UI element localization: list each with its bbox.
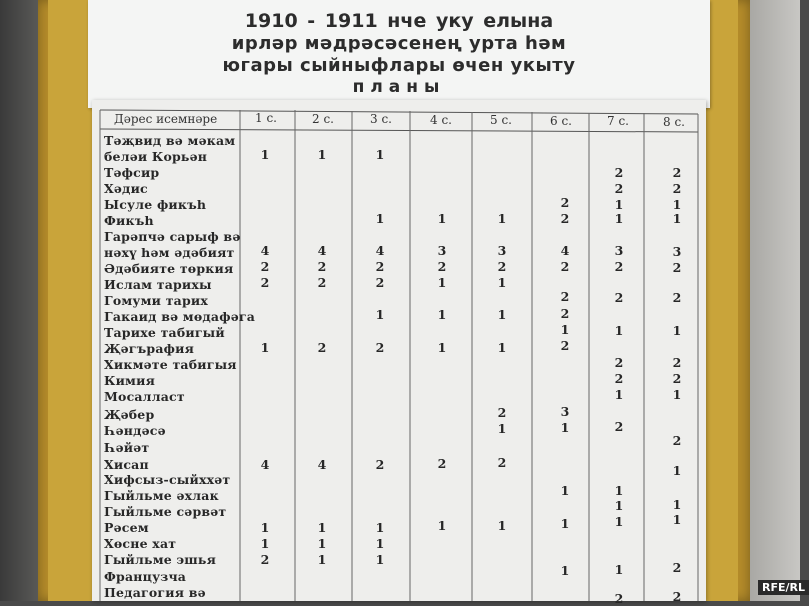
row-subject: Ысуле фикъһ xyxy=(104,197,207,212)
cell-value: 2 xyxy=(260,552,270,567)
cell-value: 2 xyxy=(317,275,327,290)
cell-value: 1 xyxy=(375,552,385,567)
row-subject: Җәгърафия xyxy=(104,341,195,356)
header-class-5: 5 с. xyxy=(490,113,512,127)
cell-value: 1 xyxy=(437,518,447,533)
cell-value: 1 xyxy=(672,323,682,338)
cell-value: 2 xyxy=(672,290,682,305)
wall-right xyxy=(750,0,800,601)
cell-value: 2 xyxy=(260,259,270,274)
cell-value: 1 xyxy=(375,536,385,551)
cell-value: 1 xyxy=(560,516,570,531)
cell-value: 2 xyxy=(614,165,624,180)
cell-value: 4 xyxy=(375,243,385,258)
row-subject: Ислам тарихы xyxy=(104,277,212,292)
cell-value: 2 xyxy=(260,275,270,290)
row-subject: Хөсне хат xyxy=(104,536,177,551)
cell-value: 3 xyxy=(497,243,507,258)
row-subject: Һәйәт xyxy=(104,440,150,455)
cell-value: 1 xyxy=(317,520,327,535)
row-subject: Гыйльме әхлак xyxy=(104,488,219,503)
watermark: RFE/RL xyxy=(758,580,809,595)
cell-value: 1 xyxy=(260,340,270,355)
row-subject: Җәбер xyxy=(104,407,155,422)
cell-value: 1 xyxy=(614,498,624,513)
cell-value: 1 xyxy=(614,323,624,338)
cell-value: 1 xyxy=(497,421,507,436)
cell-value: 2 xyxy=(560,289,570,304)
cell-value: 3 xyxy=(614,243,624,258)
cell-value: 2 xyxy=(375,259,385,274)
title-line-2: ирләр мәдрәсәсенең урта һәм xyxy=(231,33,567,54)
cell-value: 2 xyxy=(560,211,570,226)
cell-value: 2 xyxy=(672,560,682,575)
cell-value: 2 xyxy=(497,259,507,274)
cell-value: 1 xyxy=(497,307,507,322)
row-subject: Гарәпчә сарыф вә xyxy=(104,229,241,244)
cell-value: 1 xyxy=(375,307,385,322)
cell-value: 2 xyxy=(614,355,624,370)
cell-value: 1 xyxy=(614,562,624,577)
header-subject: Дәрес исемнәре xyxy=(114,112,218,126)
cell-value: 2 xyxy=(375,457,385,472)
cell-value: 2 xyxy=(317,340,327,355)
cell-value: 2 xyxy=(672,165,682,180)
cell-value: 2 xyxy=(672,260,682,275)
cell-value: 1 xyxy=(260,536,270,551)
row-subject: Кимия xyxy=(104,373,156,388)
cell-value: 1 xyxy=(437,307,447,322)
row-subject: Тарихе табигый xyxy=(104,325,225,340)
row-subject: Тәҗвид вә мәкам xyxy=(104,133,236,148)
cell-value: 1 xyxy=(614,514,624,529)
row-subject: Һәндәсә xyxy=(104,423,166,438)
row-subject: Рәсем xyxy=(104,520,149,535)
cell-value: 1 xyxy=(375,520,385,535)
cell-value: 3 xyxy=(672,244,682,259)
cell-value: 1 xyxy=(375,211,385,226)
cell-value: 1 xyxy=(614,211,624,226)
row-subject: Хифсыз-сыйххәт xyxy=(104,472,231,487)
cell-value: 2 xyxy=(560,195,570,210)
wall-left xyxy=(0,0,40,601)
row-subject: Әдәбияте төркия xyxy=(104,261,234,276)
header-class-1: 1 с. xyxy=(255,111,277,125)
row-subject: Французча xyxy=(104,569,187,584)
row-subject: Гыйльме сәрвәт xyxy=(104,504,227,519)
title-line-4: планы xyxy=(352,77,446,97)
cell-value: 1 xyxy=(317,536,327,551)
cell-value: 4 xyxy=(260,457,270,472)
row-subject: Хисап xyxy=(104,457,149,472)
cell-value: 1 xyxy=(672,211,682,226)
cell-value: 1 xyxy=(560,483,570,498)
cell-value: 1 xyxy=(437,340,447,355)
cell-value: 1 xyxy=(614,197,624,212)
cell-value: 1 xyxy=(497,340,507,355)
row-subject: Гыйльме эшья xyxy=(104,552,217,567)
cell-value: 4 xyxy=(317,243,327,258)
cell-value: 1 xyxy=(672,197,682,212)
cell-value: 1 xyxy=(437,275,447,290)
cell-value: 1 xyxy=(672,463,682,478)
header-class-3: 3 с. xyxy=(370,112,392,126)
row-subject: Фикъһ xyxy=(104,213,154,228)
cell-value: 2 xyxy=(614,591,624,606)
cell-value: 1 xyxy=(317,552,327,567)
title-line-1: 1910 - 1911 нче уку елына xyxy=(244,10,554,32)
row-subject: Тәфсир xyxy=(104,165,160,180)
cell-value: 1 xyxy=(560,420,570,435)
row-subject: Хикмәте табигыя xyxy=(104,357,237,372)
header-class-8: 8 с. xyxy=(663,115,685,129)
cell-value: 1 xyxy=(497,275,507,290)
cell-value: 1 xyxy=(672,512,682,527)
cell-value: 2 xyxy=(560,338,570,353)
cell-value: 2 xyxy=(437,259,447,274)
cell-value: 4 xyxy=(560,243,570,258)
cell-value: 1 xyxy=(260,147,270,162)
cell-value: 2 xyxy=(614,181,624,196)
title-card xyxy=(88,0,710,108)
header-class-6: 6 с. xyxy=(550,114,572,128)
cell-value: 3 xyxy=(437,243,447,258)
header-class-7: 7 с. xyxy=(607,114,629,128)
cell-value: 2 xyxy=(614,371,624,386)
row-subject: беләи Корьән xyxy=(104,149,208,164)
cell-value: 2 xyxy=(375,275,385,290)
row-subject: Гакаид вә мөдафәга xyxy=(104,309,256,324)
cell-value: 2 xyxy=(560,306,570,321)
cell-value: 2 xyxy=(672,371,682,386)
cell-value: 1 xyxy=(560,563,570,578)
cell-value: 2 xyxy=(614,259,624,274)
header-class-2: 2 с. xyxy=(312,112,334,126)
cell-value: 2 xyxy=(672,433,682,448)
cell-value: 2 xyxy=(672,355,682,370)
cell-value: 2 xyxy=(317,259,327,274)
cell-value: 4 xyxy=(317,457,327,472)
cell-value: 2 xyxy=(672,589,682,604)
row-subject: Педагогия вә xyxy=(104,585,206,600)
cell-value: 2 xyxy=(497,455,507,470)
cell-value: 4 xyxy=(260,243,270,258)
row-subject: Мосалласт xyxy=(104,389,185,404)
cell-value: 2 xyxy=(375,340,385,355)
row-subject: Гомуми тарих xyxy=(104,293,209,308)
cell-value: 1 xyxy=(614,387,624,402)
cell-value: 3 xyxy=(560,404,570,419)
row-subject: нәхү һәм әдәбият xyxy=(104,245,235,260)
cell-value: 1 xyxy=(560,322,570,337)
cell-value: 2 xyxy=(614,419,624,434)
header-class-4: 4 с. xyxy=(430,113,452,127)
cell-value: 1 xyxy=(437,211,447,226)
cell-value: 1 xyxy=(317,147,327,162)
cell-value: 1 xyxy=(260,520,270,535)
cell-value: 1 xyxy=(614,483,624,498)
cell-value: 2 xyxy=(497,405,507,420)
cell-value: 2 xyxy=(672,181,682,196)
cell-value: 1 xyxy=(497,211,507,226)
cell-value: 2 xyxy=(614,290,624,305)
row-subject: Хәдис xyxy=(104,181,148,196)
cell-value: 2 xyxy=(560,259,570,274)
cell-value: 1 xyxy=(672,387,682,402)
cell-value: 1 xyxy=(497,518,507,533)
cell-value: 1 xyxy=(672,497,682,512)
title-line-3: югары сыйныфлары өчен укыту xyxy=(222,55,576,76)
cell-value: 2 xyxy=(437,456,447,471)
cell-value: 1 xyxy=(375,147,385,162)
curriculum-table xyxy=(92,100,706,606)
